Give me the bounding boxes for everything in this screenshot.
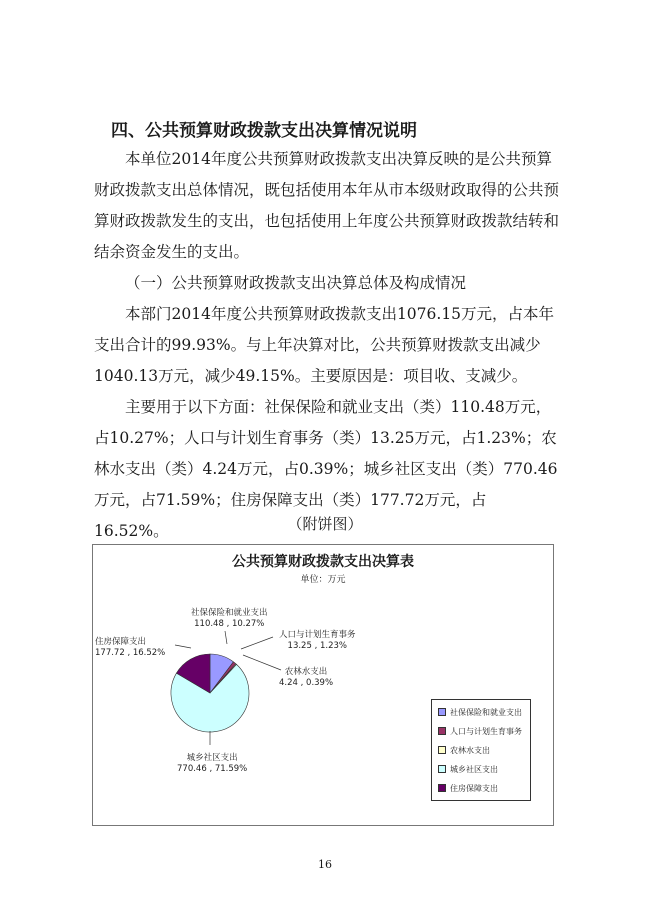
legend-swatch xyxy=(438,765,446,773)
legend-item: 人口与计划生育事务 xyxy=(438,727,522,737)
data-label-chengxiang: 城乡社区支出 770.46 , 71.59% xyxy=(177,753,248,774)
legend-item: 住房保障支出 xyxy=(438,784,498,794)
legend-swatch xyxy=(438,727,446,735)
leader-line-shebao xyxy=(225,631,227,644)
data-label-zhufang: 住房保障支出 177.72 , 16.52% xyxy=(95,637,166,658)
subheading: （一）公共预算财政拨款支出决算总体及构成情况 xyxy=(125,274,467,292)
legend-swatch xyxy=(438,784,446,792)
pie-chart xyxy=(92,544,554,826)
legend-swatch xyxy=(438,746,446,754)
leader-line-renkou xyxy=(241,637,273,649)
page-number: 16 xyxy=(318,858,332,871)
leader-line-nonglin xyxy=(243,655,281,670)
chart-title: 公共预算财政拨款支出决算表 xyxy=(232,554,414,570)
chart-legend xyxy=(431,699,531,801)
paragraph-breakdown: 主要用于以下方面：社保保险和就业支出（类）110.48万元，占10.27%；人口与计划生育事务（类）13.25万元，占1.23%；农林水支出（类）4.24万元，占0.39%；城乡社区支出（类）770.46万元，占71.59%；住房保障支出（类）177.72万元，占16.52%。 xyxy=(94,398,558,540)
figure-caption: （附饼图） xyxy=(287,515,363,533)
data-label-nonglin: 农林水支出 4.24 , 0.39% xyxy=(279,667,334,688)
paragraph-overview: 本部门2014年度公共预算财政拨款支出1076.15万元，占本年支出合计的99.93%。与上年决算对比，公共预算财拨款支出减少1040.13万元，减少49.15%。主要原因是：项目收、支减少。 xyxy=(94,305,555,385)
legend-item: 城乡社区支出 xyxy=(438,765,498,775)
paragraph-intro: 本单位2014年度公共预算财政拨款支出决算反映的是公共预算财政拨款支出总体情况，既包括使用本年从市本级财政取得的公共预算财政拨款发生的支出，也包括使用上年度公共预算财政拨款结转和结余资金发生的支出。 xyxy=(94,150,560,261)
legend-swatch xyxy=(438,708,446,716)
leader-line-zhufang xyxy=(175,645,191,648)
data-label-shebao: 社保保险和就业支出 110.48 , 10.27% xyxy=(191,608,268,629)
data-label-renkou: 人口与计划生育事务 13.25 , 1.23% xyxy=(279,630,356,651)
chart-subtitle: 单位：万元 xyxy=(300,575,346,585)
section-heading: 四、公共预算财政拨款支出决算情况说明 xyxy=(111,121,417,141)
legend-item: 社保保险和就业支出 xyxy=(438,708,522,718)
legend-item: 农林水支出 xyxy=(438,746,490,756)
